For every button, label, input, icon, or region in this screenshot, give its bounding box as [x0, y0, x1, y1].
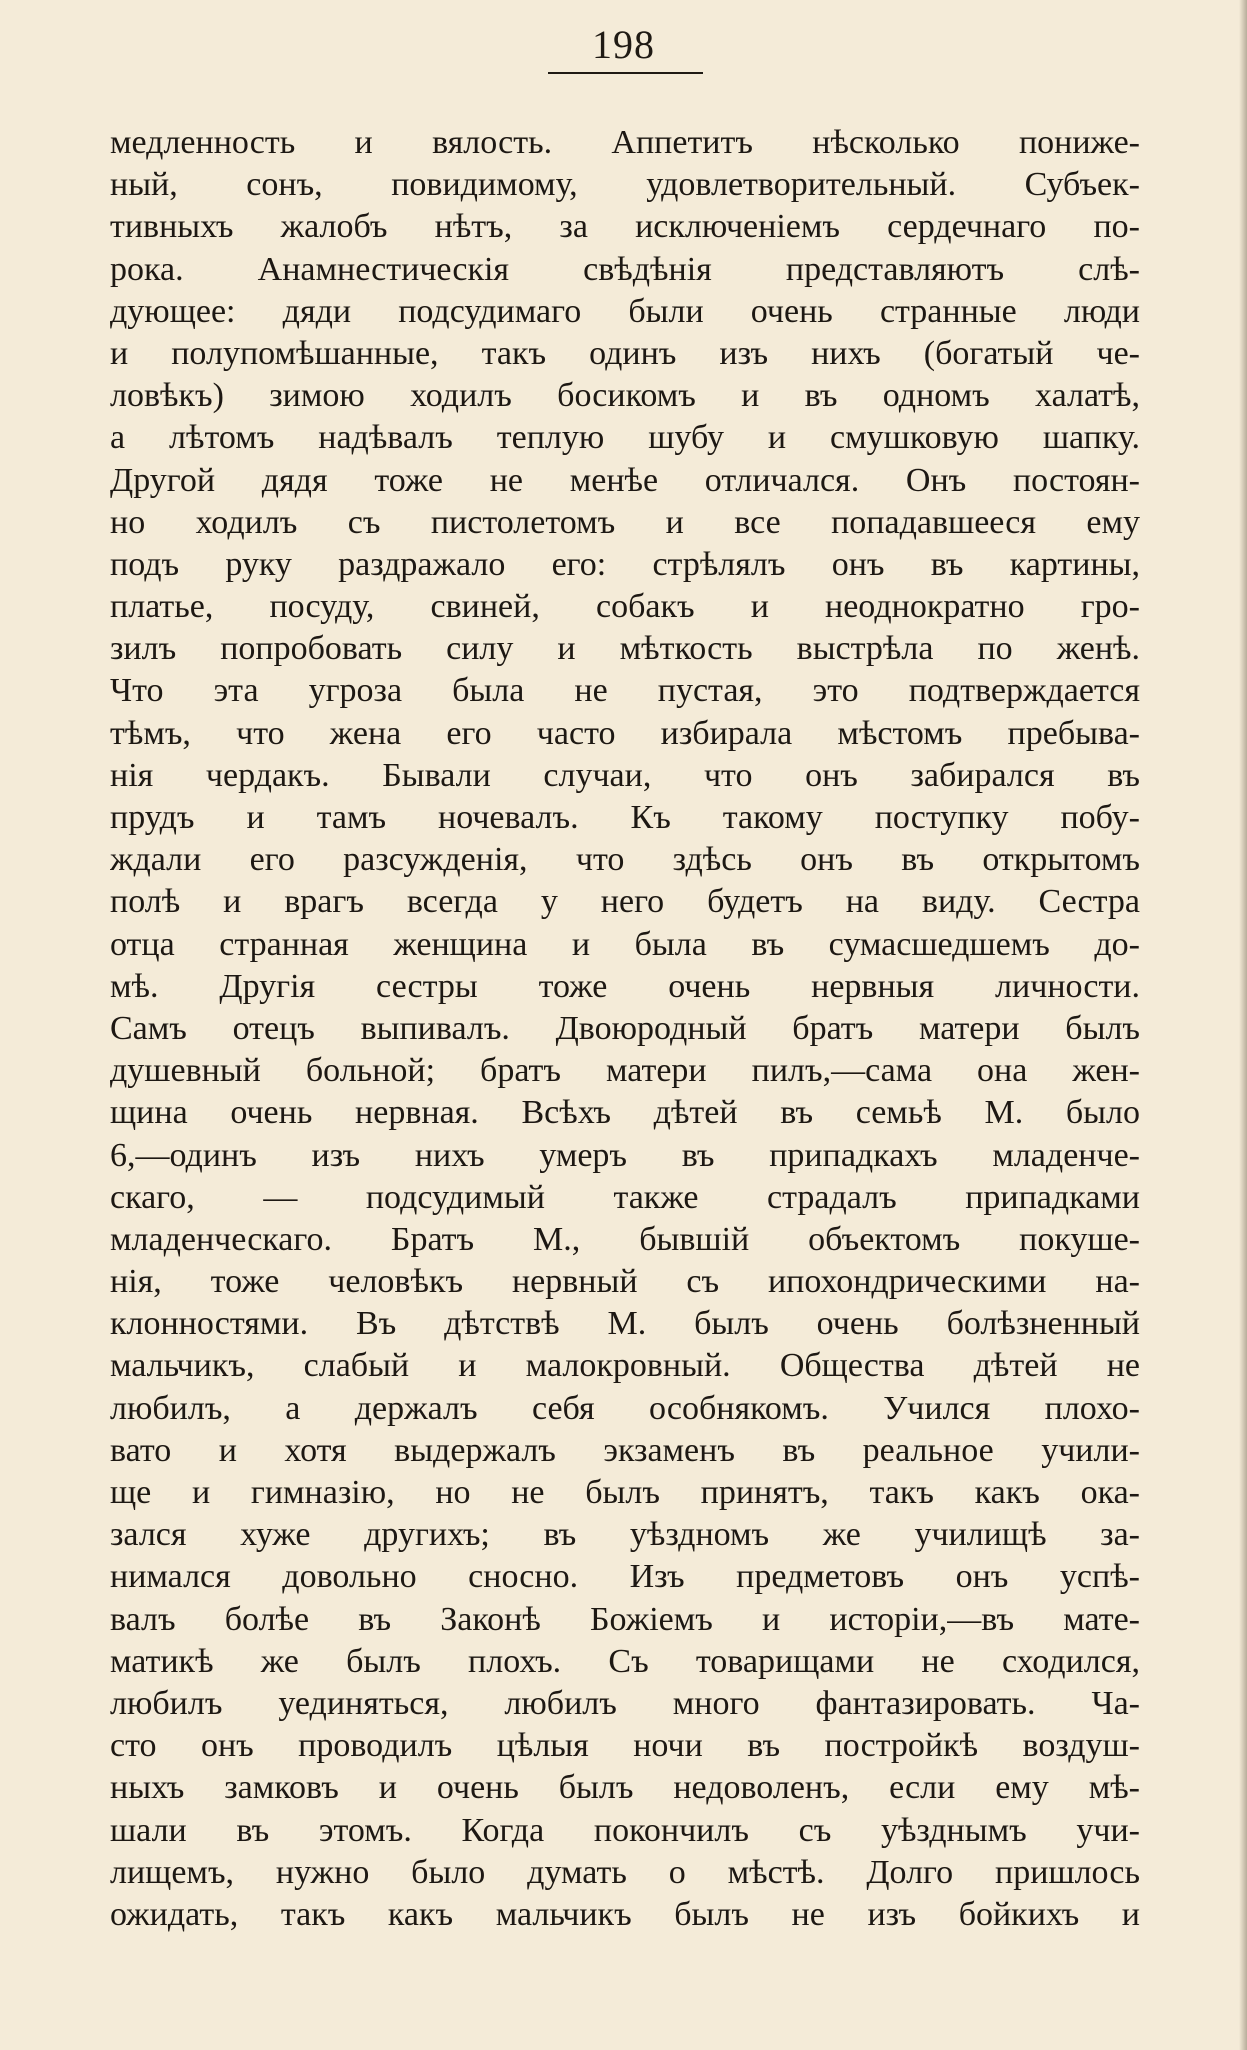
- text-line: зался хуже другихъ; въ уѣздномъ же училищѣ за-: [110, 1516, 1140, 1554]
- text-line: рока. Анамнестическія свѣдѣнія представляютъ слѣ-: [110, 250, 1140, 288]
- page-edge: [1239, 0, 1247, 2050]
- text-line: платье, посуду, свиней, собакъ и неоднократно гро-: [110, 588, 1140, 626]
- page-number: 198: [592, 22, 655, 67]
- text-line: нимался довольно сносно. Изъ предметовъ онъ успѣ-: [110, 1558, 1140, 1596]
- text-line: младенческаго. Братъ М., бывшій объектомъ покуше-: [110, 1220, 1140, 1258]
- text-line: валъ болѣе въ Законѣ Божіемъ и исторіи,—въ мате-: [110, 1600, 1140, 1638]
- text-line: Самъ отецъ выпивалъ. Двоюродный братъ матери былъ: [110, 1009, 1140, 1047]
- text-line: ще и гимназію, но не былъ принятъ, такъ какъ ока-: [110, 1474, 1140, 1511]
- text-line: Другой дядя тоже не менѣе отличался. Онъ постоян-: [110, 461, 1140, 499]
- header-rule: [548, 72, 703, 74]
- text-line: ожидать, такъ какъ мальчикъ былъ не изъ бойкихъ и: [110, 1895, 1140, 1933]
- text-line: щина очень нервная. Всѣхъ дѣтей въ семьѣ М. было: [110, 1094, 1140, 1132]
- text-line: 6,—одинъ изъ нихъ умеръ въ припадкахъ младенче-: [110, 1136, 1140, 1174]
- text-line: сто онъ проводилъ цѣлыя ночи въ постройкѣ воздуш-: [110, 1727, 1140, 1765]
- text-line: ловѣкъ) зимою ходилъ босикомъ и въ одномъ халатѣ,: [110, 377, 1140, 415]
- text-line: медленность и вялость. Аппетитъ нѣсколько пониже-: [110, 124, 1140, 161]
- text-line: клонностями. Въ дѣтствѣ М. былъ очень болѣзненный: [110, 1305, 1140, 1343]
- text-line: ныхъ замковъ и очень былъ недоволенъ, если ему мѣ-: [110, 1769, 1140, 1807]
- text-line: душевный больной; братъ матери пилъ,—сама она жен-: [110, 1052, 1140, 1090]
- text-line: отца странная женщина и была въ сумасшедшемъ до-: [110, 925, 1140, 963]
- text-line: мѣ. Другія сестры тоже очень нервныя личности.: [110, 967, 1140, 1005]
- text-line: тѣмъ, что жена его часто избирала мѣстомъ пребыва-: [110, 714, 1140, 752]
- text-line: тивныхъ жалобъ нѣтъ, за исключеніемъ сердечнаго по-: [110, 208, 1140, 246]
- body-text: [110, 122, 1140, 1936]
- text-line: нія чердакъ. Бывали случаи, что онъ забирался въ: [110, 756, 1140, 794]
- text-line: зилъ попробовать силу и мѣткость выстрѣла по женѣ.: [110, 630, 1140, 668]
- text-line: лищемъ, нужно было думать о мѣстѣ. Долго пришлось: [110, 1853, 1140, 1891]
- text-line: полѣ и врагъ всегда у него будетъ на виду. Сестра: [110, 883, 1140, 921]
- text-line: ный, сонъ, повидимому, удовлетворительный. Субъек-: [110, 166, 1140, 204]
- text-line: любилъ уединяться, любилъ много фантазировать. Ча-: [110, 1684, 1140, 1722]
- text-line: любилъ, а держалъ себя особнякомъ. Учился плохо-: [110, 1389, 1140, 1427]
- text-line: прудъ и тамъ ночевалъ. Къ такому поступку побу-: [110, 799, 1140, 836]
- text-line: нія, тоже человѣкъ нервный съ ипохондрическими на-: [110, 1263, 1140, 1301]
- text-line: а лѣтомъ надѣвалъ теплую шубу и смушковую шапку.: [110, 419, 1140, 457]
- text-line: шали въ этомъ. Когда покончилъ съ уѣзднымъ учи-: [110, 1811, 1140, 1849]
- text-line: ждали его разсужденія, что здѣсь онъ въ открытомъ: [110, 841, 1140, 879]
- text-line: дующее: дяди подсудимаго были очень странные люди: [110, 292, 1140, 330]
- text-line: но ходилъ съ пистолетомъ и все попадавшееся ему: [110, 503, 1140, 541]
- text-line: Что эта угроза была не пустая, это подтверждается: [110, 672, 1140, 710]
- text-line: мальчикъ, слабый и малокровный. Общества дѣтей не: [110, 1347, 1140, 1385]
- text-line: вато и хотя выдержалъ экзаменъ въ реальное учили-: [110, 1431, 1140, 1469]
- text-line: подъ руку раздражало его: стрѣлялъ онъ въ картины,: [110, 545, 1140, 583]
- text-line: скаго, — подсудимый также страдалъ припадками: [110, 1178, 1140, 1216]
- text-line: и полупомѣшанные, такъ одинъ изъ нихъ (богатый че-: [110, 334, 1140, 372]
- text-line: матикѣ же былъ плохъ. Съ товарищами не сходился,: [110, 1642, 1140, 1680]
